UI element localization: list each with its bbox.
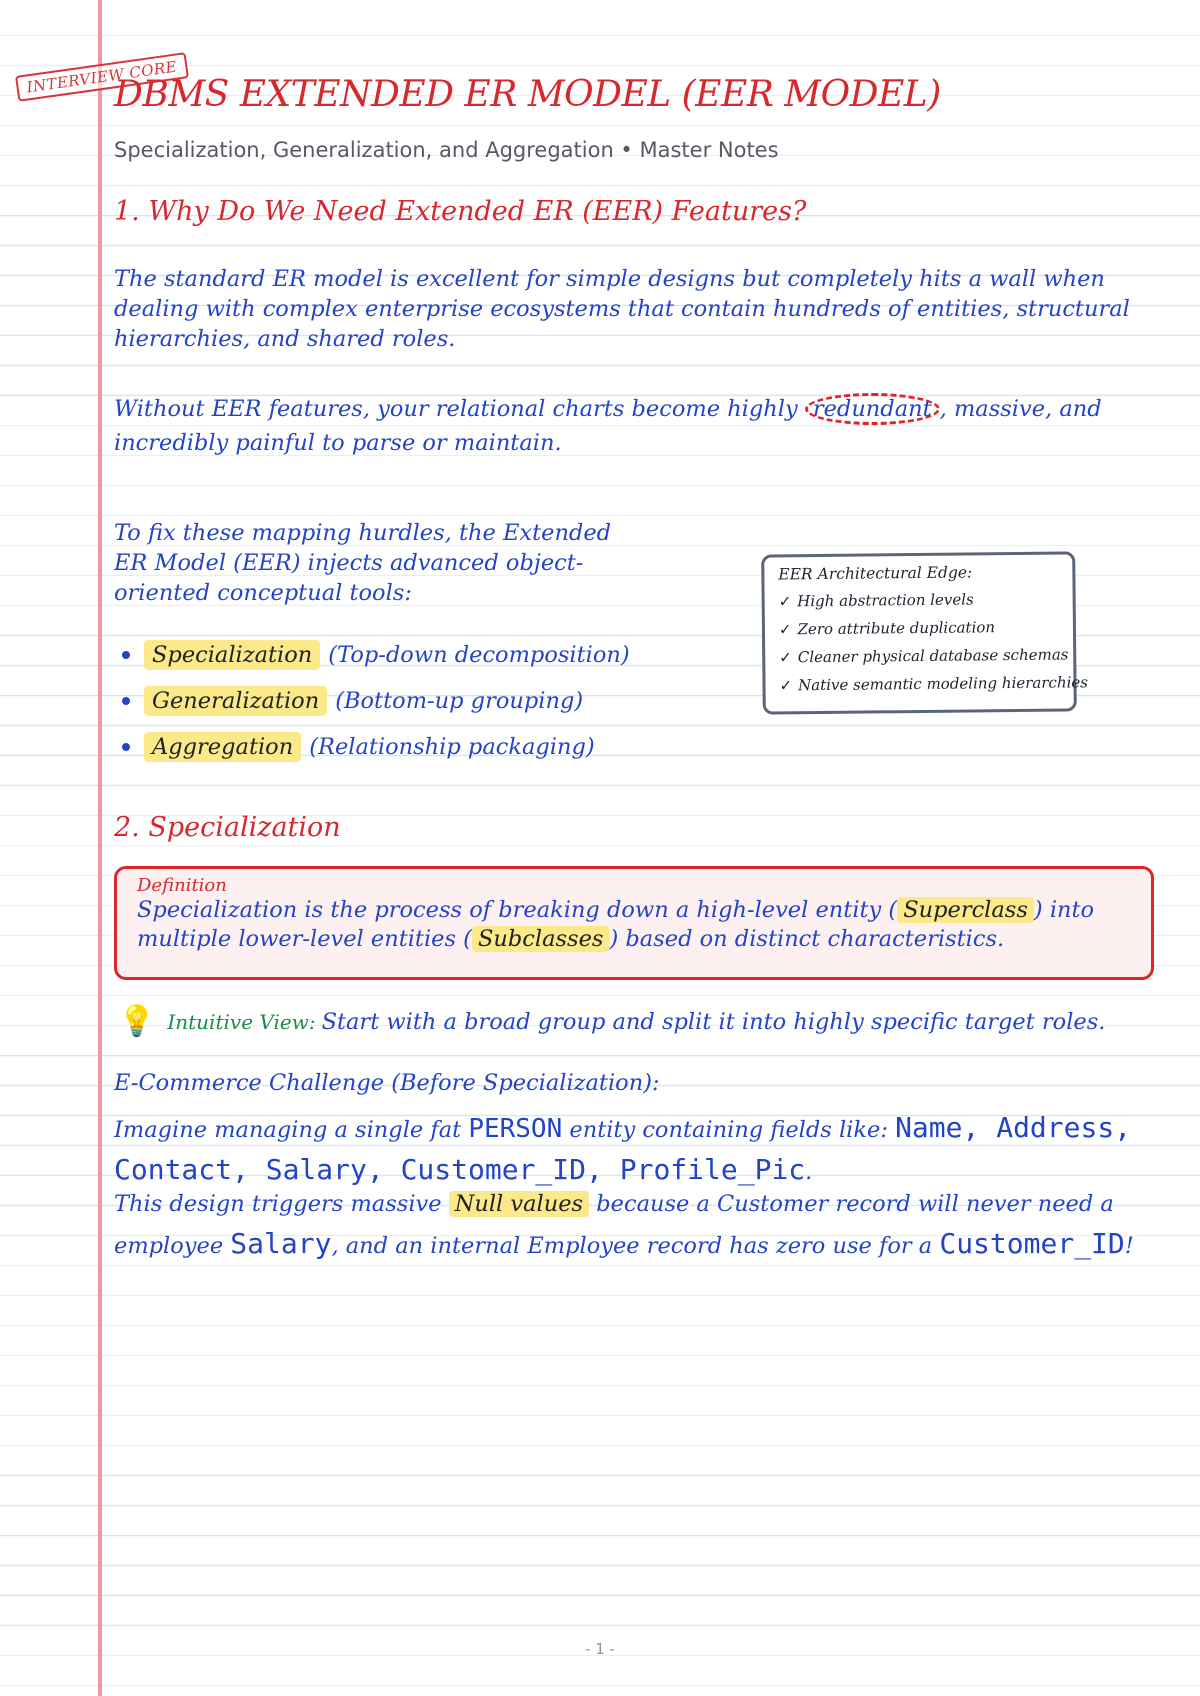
edge-item-text: Zero attribute duplication: [797, 618, 996, 639]
term-description: (Relationship packaging): [309, 734, 595, 760]
page-title: DBMS EXTENDED ER MODEL (EER MODEL): [114, 74, 941, 115]
edge-item: [779, 641, 1069, 672]
challenge-text-part: This design triggers massive: [114, 1191, 449, 1217]
challenge-text-part: .: [805, 1159, 813, 1185]
term-highlight: Specialization: [144, 640, 320, 670]
list-item: [114, 678, 630, 724]
intuitive-view: [118, 1004, 1105, 1039]
page-subtitle: Specialization, Generalization, and Aggregation • Master Notes: [114, 138, 779, 162]
definition-text: [137, 896, 1131, 954]
challenge-heading: E-Commerce Challenge (Before Specialization):: [114, 1070, 660, 1096]
check-icon: ✓: [778, 620, 792, 639]
edge-item-text: High abstraction levels: [797, 590, 974, 611]
definition-box: [114, 866, 1154, 980]
challenge-text-part: !: [1124, 1233, 1134, 1259]
lightbulb-icon: 💡: [118, 1004, 156, 1039]
term-highlight: Aggregation: [144, 732, 301, 762]
bullet-dot: [122, 743, 130, 751]
edge-item: [779, 669, 1089, 700]
customer-id-code: Customer_ID: [939, 1227, 1125, 1260]
eer-architectural-edge-box: [761, 551, 1089, 714]
interview-core-stamp: INTERVIEW CORE: [15, 52, 189, 102]
term-description: (Bottom-up grouping): [335, 688, 584, 714]
challenge-text-part: , and an internal Employee record has zero use for a: [331, 1233, 940, 1259]
paragraph-2-text-post: , massive, and incredibly painful to parse or maintain.: [114, 396, 1102, 456]
check-icon: ✓: [779, 676, 793, 695]
subclasses-highlight: Subclasses: [472, 926, 609, 952]
term-description: (Top-down decomposition): [328, 642, 630, 668]
list-item: [114, 724, 630, 770]
challenge-paragraph-1: [114, 1108, 1184, 1192]
definition-text-part: ) into multiple lower-level entities (: [137, 897, 1095, 952]
edge-item: [779, 613, 1059, 644]
null-values-highlight: Null values: [449, 1191, 589, 1217]
list-item: [114, 632, 630, 678]
page-number: - 1 -: [585, 1640, 615, 1658]
check-icon: ✓: [779, 648, 792, 667]
superclass-highlight: Superclass: [897, 897, 1034, 923]
eer-tools-list: [114, 632, 630, 770]
edge-box-title: EER Architectural Edge:: [778, 563, 973, 584]
definition-text-part: ) based on distinct characteristics.: [609, 926, 1005, 952]
definition-label: Definition: [137, 875, 227, 896]
section-2-heading: 2. Specialization: [114, 812, 341, 843]
person-entity-code: PERSON: [468, 1114, 563, 1144]
challenge-paragraph-2: [114, 1184, 1184, 1266]
challenge-text-part: entity containing fields like:: [562, 1117, 896, 1143]
paragraph-2-text-pre: Without EER features, your relational charts become highly: [114, 396, 805, 422]
salary-code: Salary: [230, 1227, 332, 1260]
section-1-paragraph-1: The standard ER model is excellent for simple designs but completely hits a wall when dealing with complex enterprise ecosystems that contain hundreds of entities, structural hierarchies, and shared roles.: [114, 266, 1130, 352]
section-1-heading: 1. Why Do We Need Extended ER (EER) Features?: [114, 196, 807, 227]
bullet-dot: [122, 651, 130, 659]
edge-item-text: Cleaner physical database schemas: [797, 645, 1069, 667]
challenge-text-part: Imagine managing a single fat: [114, 1117, 469, 1143]
edge-item-text: Native semantic modeling hierarchies: [798, 673, 1089, 695]
section-1-paragraph-3: To fix these mapping hurdles, the Extended ER Model (EER) injects advanced object-oriented conceptual tools:: [114, 520, 612, 606]
definition-text-part: Specialization is the process of breaking down a high-level entity (: [137, 897, 898, 923]
check-icon: ✓: [778, 592, 792, 611]
intuitive-view-label: Intuitive View:: [167, 1009, 316, 1034]
bullet-dot: [122, 697, 130, 705]
fields-code: Name, Address, Contact, Salary, Customer_ID, Profile_Pic: [114, 1111, 1132, 1186]
intuitive-view-text: Start with a broad group and split it into highly specific target roles.: [321, 1008, 1106, 1035]
challenge-text-part: because a Customer record will never need a employee: [114, 1191, 1114, 1259]
edge-item: [779, 585, 1059, 616]
section-1-paragraph-2: [114, 392, 1174, 460]
redundant-circled-word: redundant: [805, 393, 940, 425]
margin-line: [98, 0, 102, 1696]
term-highlight: Generalization: [144, 686, 327, 716]
